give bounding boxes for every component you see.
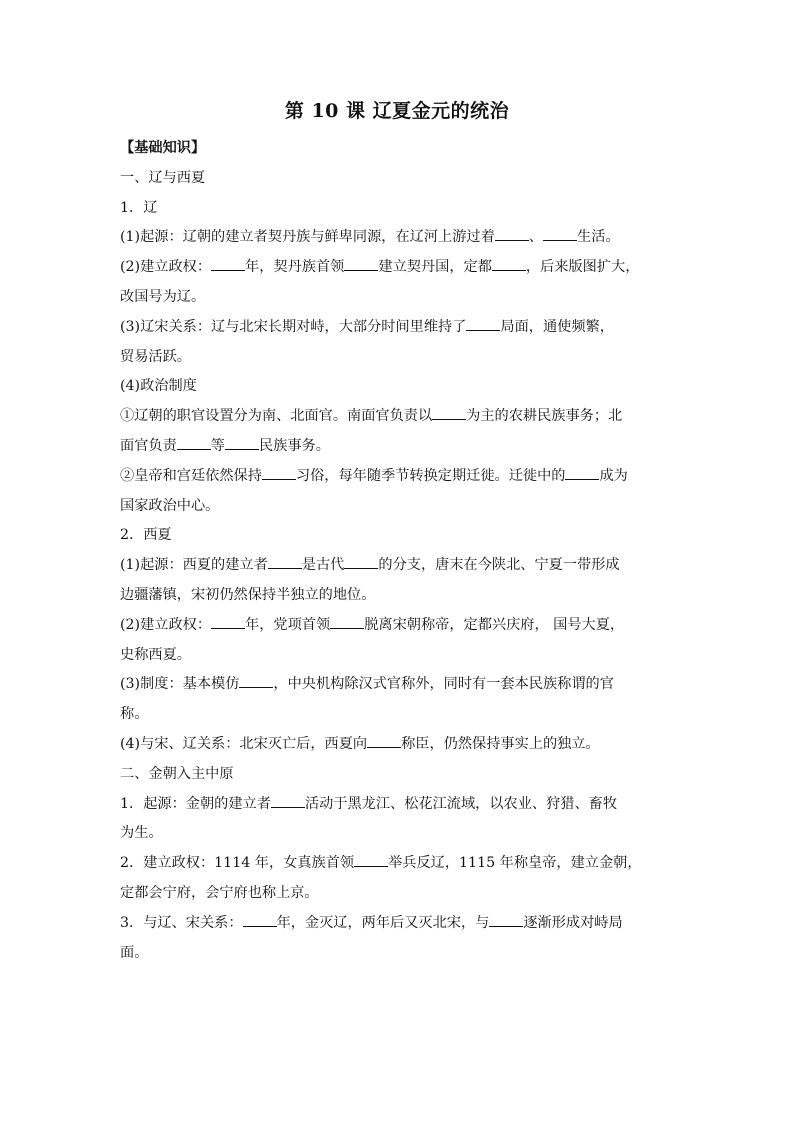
fill-in-blank [330, 627, 364, 629]
text-segment: 活动于黑龙江、松花江流域，以农业、狩猎、畜牧 [304, 795, 618, 812]
fill-in-blank [432, 418, 466, 420]
fill-in-blank [211, 627, 245, 629]
text-segment: 生活。 [577, 229, 620, 246]
text-segment: 民族事务。 [258, 437, 330, 454]
fill-in-blank [354, 865, 388, 867]
text-segment: 习俗，每年随季节转换定期迁徙。迁徙中的 [295, 467, 566, 484]
text-segment: (2)建立政权： [120, 259, 212, 276]
text-segment: 改国号为辽。 [120, 288, 206, 305]
text-segment: 二、金朝入主中原 [120, 765, 234, 782]
text-line [120, 700, 676, 730]
text-segment: 称。 [120, 706, 149, 723]
text-line [120, 283, 676, 313]
text-segment: 局面，通使频繁， [500, 318, 614, 335]
text-line [120, 551, 676, 581]
text-segment: 1．辽 [120, 199, 158, 216]
text-line [120, 581, 676, 611]
fill-in-blank [489, 925, 523, 927]
text-segment: 年，契丹族首领 [245, 259, 345, 276]
fill-in-blank [243, 925, 277, 927]
text-segment: (2)建立政权： [120, 616, 212, 633]
text-line [120, 760, 676, 790]
text-segment: (1)起源：西夏的建立者 [120, 557, 268, 574]
fill-in-blank [268, 567, 302, 569]
text-line [120, 641, 676, 671]
text-segment: (3)制度：基本模仿 [120, 676, 240, 693]
text-line [120, 521, 676, 551]
text-line [120, 670, 676, 700]
text-line [120, 194, 676, 224]
text-segment: 逐渐形成对峙局 [523, 914, 623, 931]
text-segment: 、 [528, 229, 543, 246]
fill-in-blank [344, 567, 378, 569]
text-segment: 脱离宋朝称帝，定都兴庆府， 国号大夏， [364, 616, 625, 633]
text-line [120, 432, 676, 462]
text-segment: ②皇帝和宫廷依然保持 [120, 467, 262, 484]
document-body [120, 134, 676, 968]
fill-in-blank [177, 448, 211, 450]
text-segment: 1．起源：金朝的建立者 [120, 795, 271, 812]
fill-in-blank [492, 269, 526, 271]
text-segment: ，中央机构除汉式官称外，同时有一套本民族称谓的官 [273, 676, 614, 693]
text-segment: 国家政治中心。 [120, 497, 220, 514]
text-segment: 贸易活跃。 [120, 348, 191, 365]
section-heading: 【基础知识】 [120, 140, 206, 156]
text-segment: 为生。 [120, 825, 163, 842]
text-segment: 年，党项首领 [245, 616, 331, 633]
text-line [120, 462, 676, 492]
text-line [120, 939, 676, 969]
text-segment: (4)政治制度 [120, 378, 197, 395]
text-segment: 称臣，仍然保持事实上的独立。 [401, 735, 600, 752]
text-line [120, 909, 676, 939]
fill-in-blank [211, 269, 245, 271]
fill-in-blank [495, 239, 529, 241]
text-segment: (1)起源：辽朝的建立者契丹族与鲜卑同源，在辽河上游过着 [120, 229, 495, 246]
text-line [120, 849, 676, 879]
text-segment: 是古代 [301, 557, 345, 574]
text-segment: 定都会宁府，会宁府也称上京。 [120, 884, 319, 901]
text-segment: 边疆藩镇，宋初仍然保持半独立的地位。 [120, 586, 376, 603]
fill-in-blank [367, 746, 401, 748]
text-segment: ①辽朝的职官设置分为南、北面官。南面官负责以 [120, 408, 433, 425]
text-segment: ，后来版图扩大， [525, 259, 640, 276]
text-line [120, 372, 676, 402]
fill-in-blank [344, 269, 378, 271]
fill-in-blank [225, 448, 259, 450]
text-line [120, 313, 676, 343]
text-segment: 为主的农耕民族事务；北 [466, 408, 623, 425]
text-segment: 等 [210, 437, 225, 454]
text-segment: (3)辽宋关系：辽与北宋长期对峙，大部分时间里维持了 [120, 318, 467, 335]
text-segment: 3．与辽、宋关系： [120, 914, 243, 931]
fill-in-blank [271, 806, 305, 808]
text-line [120, 402, 676, 432]
text-segment: 成为 [599, 467, 628, 484]
fill-in-blank [466, 329, 500, 331]
fill-in-blank [239, 686, 273, 688]
text-segment: 面官负责 [120, 437, 177, 454]
fill-in-blank [543, 239, 577, 241]
text-line [120, 730, 676, 760]
text-segment: 举兵反辽，1115 年称皇帝，建立金朝， [388, 855, 642, 872]
text-line [120, 790, 676, 820]
text-line [120, 253, 676, 283]
text-segment: 2．西夏 [120, 527, 172, 544]
fill-in-blank [565, 478, 599, 480]
text-line [120, 223, 676, 253]
text-line [120, 611, 676, 641]
text-segment: (4)与宋、辽关系：北宋灭亡后，西夏向 [120, 735, 368, 752]
text-segment: 年，金灭辽，两年后又灭北宋，与 [276, 914, 490, 931]
page-title: 第 10 课 辽夏金元的统治 [284, 100, 510, 122]
fill-in-blank [262, 478, 296, 480]
text-segment: 史称西夏。 [120, 646, 191, 663]
text-line [120, 879, 676, 909]
text-segment: 2．建立政权：1114 年，女真族首领 [120, 855, 355, 872]
text-line [120, 164, 676, 194]
text-line [120, 492, 676, 522]
text-segment: 面。 [120, 944, 149, 961]
text-line [120, 819, 676, 849]
text-segment: 一、辽与西夏 [120, 169, 206, 186]
text-line [120, 343, 676, 373]
text-segment: 建立契丹国，定都 [378, 259, 492, 276]
text-segment: 的分支，唐末在今陕北、宁夏一带形成 [378, 557, 620, 574]
